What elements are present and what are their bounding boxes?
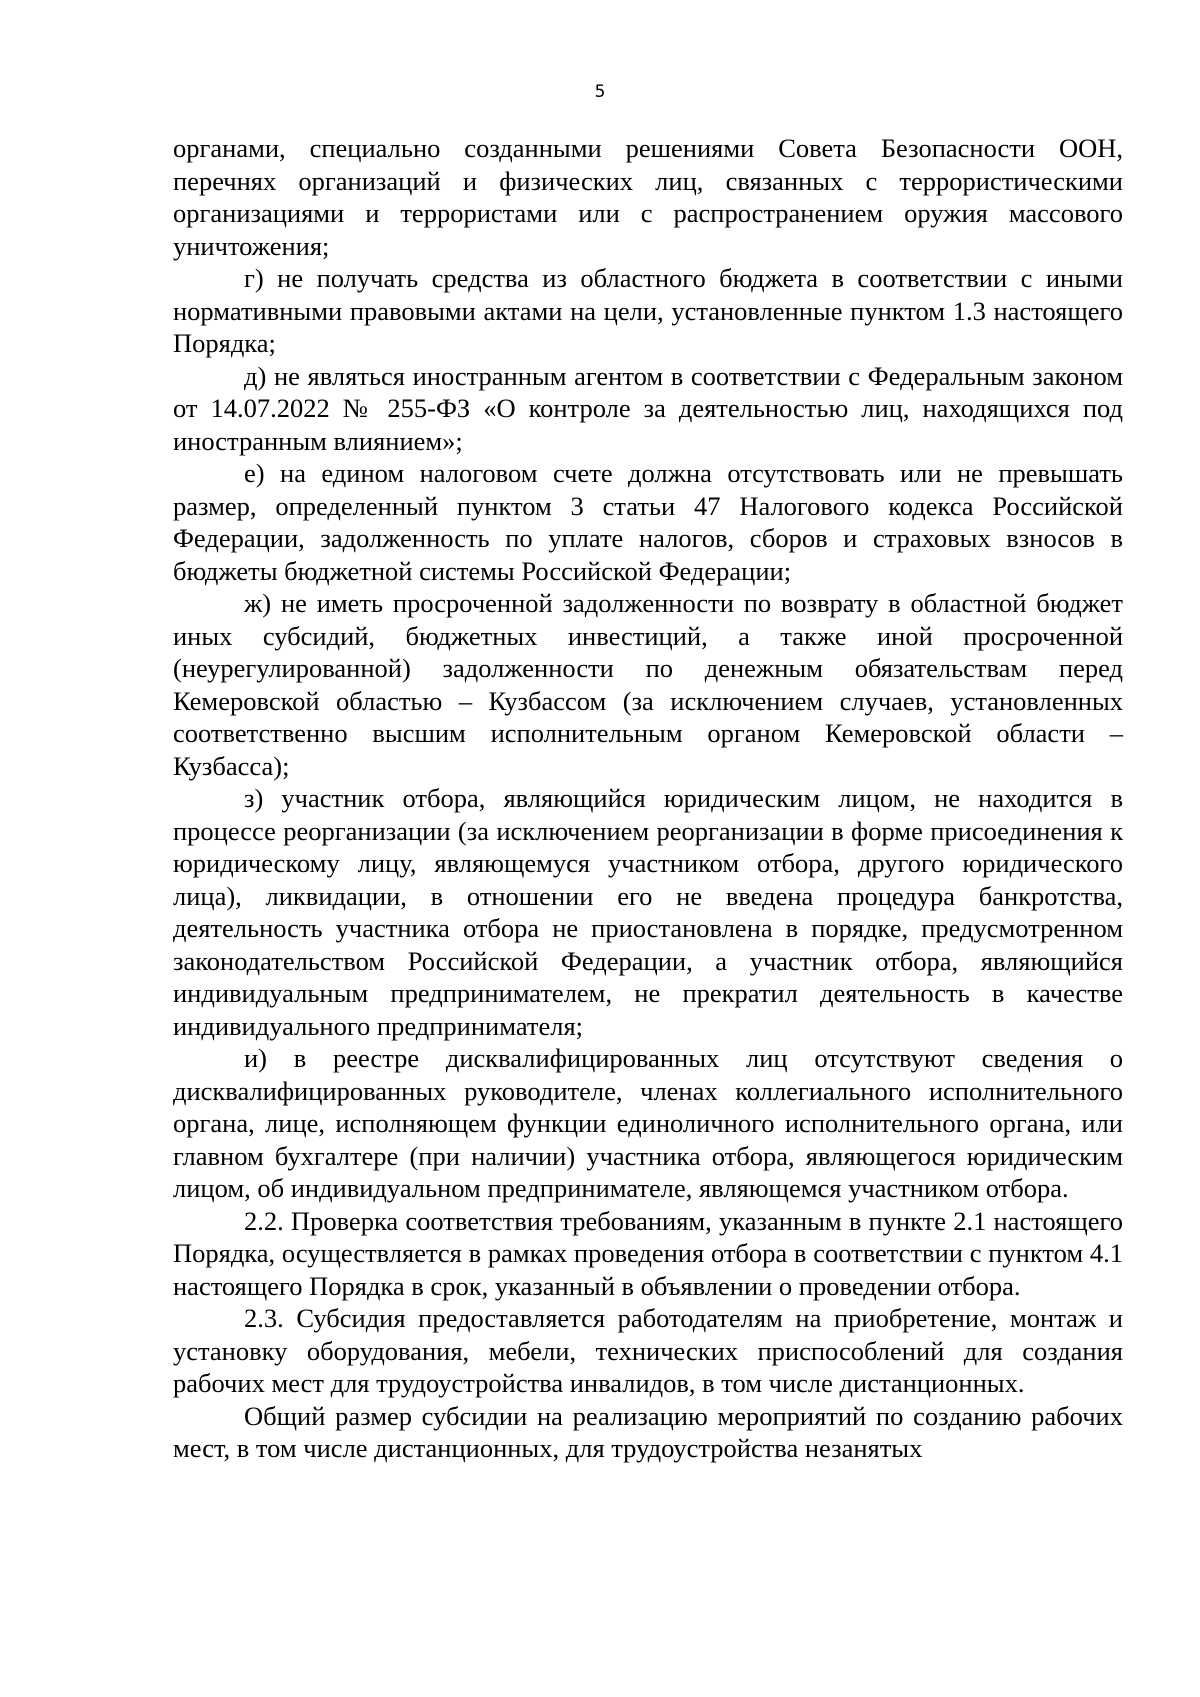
paragraph-subsidy-size: Общий размер субсидии на реализацию мероприятий по созданию рабочих мест, в том числе дистанционных, для трудоустройства незанятых [173, 1400, 1123, 1463]
page-number: 5 [594, 82, 606, 102]
document-body [173, 132, 1123, 1465]
paragraph-section-2-3: 2.3. Субсидия предоставляется работодателям на приобретение, монтаж и установку оборудования, мебели, технических приспособлений для создания рабочих мест для трудоустройства инвалидов, в том числе дистанционных. [173, 1303, 1123, 1398]
paragraph-item-d: д) не являться иностранным агентом в соответствии с Федеральным законом от 14.07.2022 № 255-ФЗ «О контроле за деятельностью лиц, находящихся под иностранным влиянием»; [173, 360, 1123, 456]
paragraph-item-z: з) участник отбора, являющийся юридическим лицом, не находится в процессе реорганизации (за исключением реорганизации в форме присоединения к юридическому лицу, являющемуся участником отбора, другого юридического лица), ликвидации, в отношении его не введена процедура банкротства, деятельность участника отбора не приостановлена в порядке, предусмотренном законодательством Российской Федерации, а участник отбора, являющийся индивидуальным предпринимателем, не прекратил деятельность в качестве индивидуального предпринимателя; [173, 783, 1123, 1041]
paragraph-item-g: г) не получать средства из областного бюджета в соответствии с иными нормативными правовыми актами на цели, установленные пунктом 1.3 настоящего Порядка; [173, 263, 1123, 358]
paragraph-item-zh: ж) не иметь просроченной задолженности по возврату в областной бюджет иных субсидий, бюджетных инвестиций, а также иной просроченной (неурегулированной) задолженности по денежным обязательствам перед Кемеровской областью – Кузбассом (за исключением случаев, установленных соответственно высшим исполнительным органом Кемеровской области – Кузбасса); [173, 588, 1123, 781]
paragraph-item-e: е) на едином налоговом счете должна отсутствовать или не превышать размер, определенный пунктом 3 статьи 47 Налогового кодекса Российской Федерации, задолженность по уплате налогов, сборов и страховых взносов в бюджеты бюджетной системы Российской Федерации; [173, 458, 1123, 586]
paragraph-continuation: органами, специально созданными решениями Совета Безопасности ООН, перечнях организаций и физических лиц, связанных с террористическими организациями и террористами или с распространением оружия массового уничтожения; [173, 133, 1123, 261]
paragraph-section-2-2: 2.2. Проверка соответствия требованиям, указанным в пункте 2.1 настоящего Порядка, осуществляется в рамках проведения отбора в соответствии с пунктом 4.1 настоящего Порядка в срок, указанный в объявлении о проведении отбора. [173, 1205, 1123, 1301]
paragraph-item-i: и) в реестре дисквалифицированных лиц отсутствуют сведения о дисквалифицированных руководителе, членах коллегиального исполнительного органа, лице, исполняющем функции единоличного исполнительного органа, или главном бухгалтере (при наличии) участника отбора, являющегося юридическим лицом, об индивидуальном предпринимателе, являющемся участником отбора. [173, 1043, 1123, 1203]
